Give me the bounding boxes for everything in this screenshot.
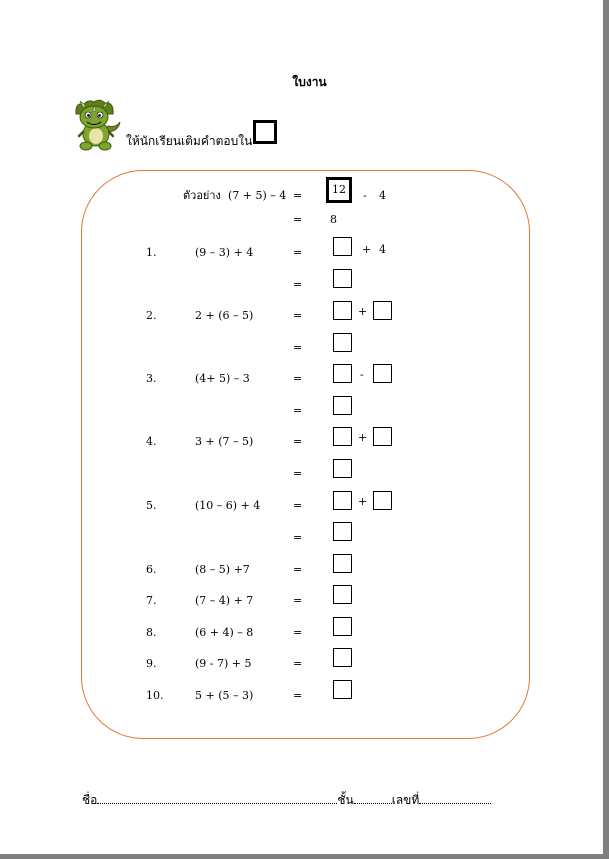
answer-box[interactable] <box>333 648 352 667</box>
problem-number: 7. <box>146 594 157 607</box>
problem-number: 9. <box>146 657 157 670</box>
problem-number: 10. <box>146 689 164 702</box>
problem-equals: = <box>293 246 303 259</box>
answer-box[interactable] <box>333 554 352 573</box>
problem-expression: (10 – 6) + 4 <box>195 499 261 512</box>
answer-box[interactable] <box>333 364 352 383</box>
problem-equals: = <box>293 404 303 417</box>
problem-equals: = <box>293 689 303 702</box>
example-step1-value: 12 <box>332 183 346 196</box>
answer-box[interactable] <box>373 427 392 446</box>
answer-box[interactable] <box>333 269 352 288</box>
problem-expression: (9 - 7) + 5 <box>195 657 252 670</box>
problem-number: 6. <box>146 563 157 576</box>
instruction-text: ให้นักเรียนเติมคำตอบใน <box>126 134 253 148</box>
page-frame-bottom <box>0 854 609 859</box>
student-number-field[interactable] <box>419 791 491 804</box>
example-result: 8 <box>330 213 337 226</box>
problem-op: + <box>358 495 368 508</box>
answer-box[interactable] <box>333 522 352 541</box>
problem-equals: = <box>293 467 303 480</box>
problem-op: - <box>360 368 364 381</box>
problem-expression: (8 – 5) +7 <box>195 563 250 576</box>
problem-expression: 3 + (7 – 5) <box>195 435 254 448</box>
answer-box[interactable] <box>333 617 352 636</box>
problem-number: 4. <box>146 435 157 448</box>
example-equals: = <box>293 189 303 202</box>
example-step1-op: - <box>363 189 367 202</box>
problem-expression: 5 + (5 – 3) <box>195 689 254 702</box>
dinosaur-icon <box>72 98 122 152</box>
problem-equals: = <box>293 278 303 291</box>
problem-expression: 2 + (6 – 5) <box>195 309 254 322</box>
answer-box[interactable] <box>333 301 352 320</box>
problem-equals: = <box>293 372 303 385</box>
problem-equals: = <box>293 309 303 322</box>
class-label: ชั้น <box>337 793 354 807</box>
problem-expression: (7 – 4) + 7 <box>195 594 254 607</box>
answer-box[interactable] <box>333 680 352 699</box>
answer-box[interactable] <box>333 585 352 604</box>
problem-equals: = <box>293 341 303 354</box>
number-label: เลขที่ <box>391 793 420 807</box>
problem-equals: = <box>293 435 303 448</box>
problem-expression: (9 – 3) + 4 <box>195 246 254 259</box>
student-info-footer <box>82 791 491 810</box>
problem-equals: = <box>293 531 303 544</box>
answer-box[interactable] <box>333 396 352 415</box>
name-label: ชื่อ <box>82 793 98 807</box>
worksheet-title: ใบงาน <box>292 75 327 89</box>
answer-box[interactable] <box>333 333 352 352</box>
answer-box[interactable] <box>373 364 392 383</box>
problem-op: + <box>358 431 368 444</box>
example-answer-box <box>326 177 352 203</box>
problem-equals: = <box>293 657 303 670</box>
problem-equals: = <box>293 626 303 639</box>
problem-number: 1. <box>146 246 157 259</box>
problem-operand: 4 <box>379 243 386 256</box>
answer-box[interactable] <box>333 237 352 256</box>
instruction-answer-box <box>253 120 277 144</box>
problem-number: 2. <box>146 309 157 322</box>
problem-op: + <box>358 305 368 318</box>
problem-number: 5. <box>146 499 157 512</box>
problem-number: 3. <box>146 372 157 385</box>
name-field[interactable] <box>97 791 337 804</box>
problem-equals: = <box>293 499 303 512</box>
problem-equals: = <box>293 563 303 576</box>
example-step1-operand: 4 <box>379 189 386 202</box>
problem-expression: (4+ 5) – 3 <box>195 372 250 385</box>
class-field[interactable] <box>354 791 392 804</box>
problem-number: 8. <box>146 626 157 639</box>
answer-box[interactable] <box>333 459 352 478</box>
answer-box[interactable] <box>333 491 352 510</box>
answer-box[interactable] <box>373 491 392 510</box>
example-equals-2: = <box>293 213 303 226</box>
example-label: ตัวอย่าง <box>183 189 221 202</box>
example-expression: (7 + 5) – 4 <box>228 189 287 202</box>
problem-equals: = <box>293 594 303 607</box>
problem-expression: (6 + 4) – 8 <box>195 626 254 639</box>
answer-box[interactable] <box>373 301 392 320</box>
answer-box[interactable] <box>333 427 352 446</box>
page-frame-right <box>603 0 609 859</box>
problem-op: + <box>362 243 372 256</box>
